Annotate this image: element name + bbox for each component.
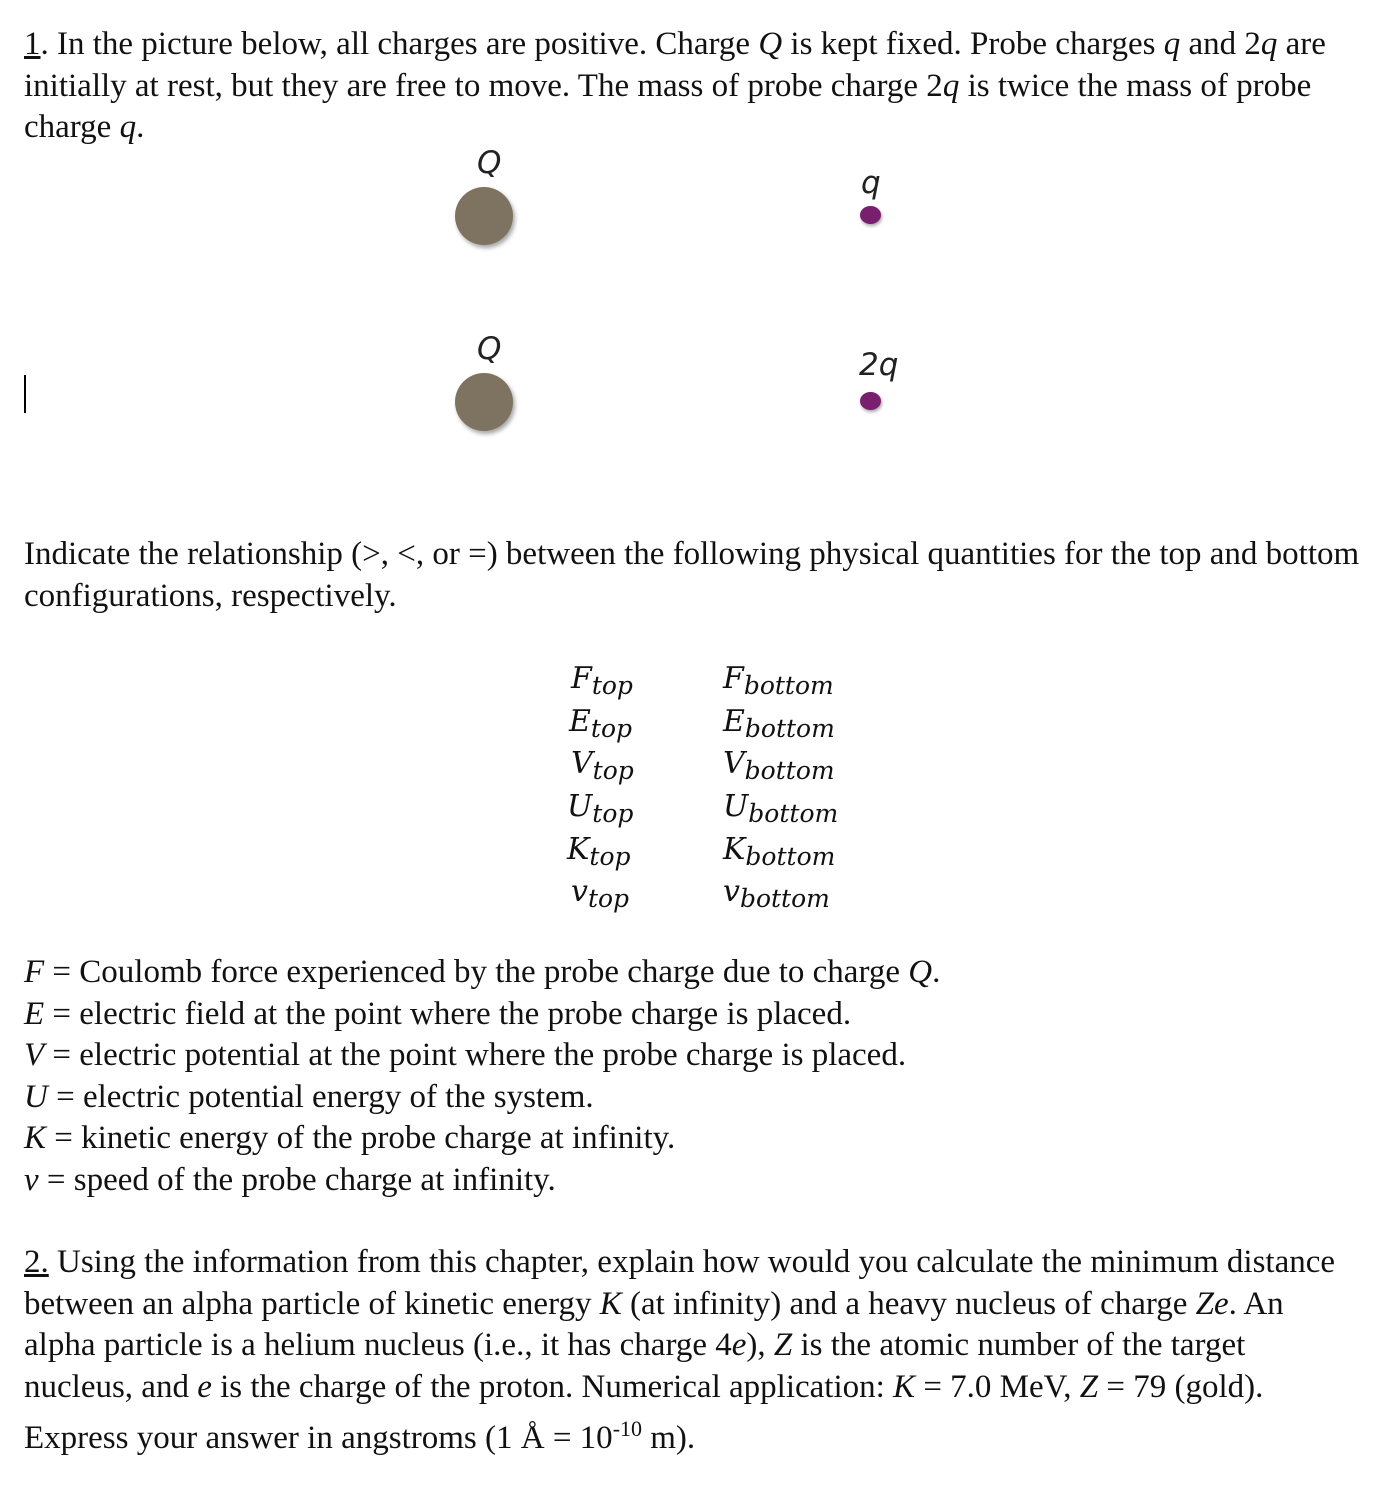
q1-text-d: are initially at rest, but they are free to move. The mass of probe charge 2 <box>24 26 1326 104</box>
qty-F-top: $F_{top}$ <box>571 661 633 700</box>
qty-K-bottom: $K_{bottom}$ <box>723 832 836 871</box>
top-fixed-charge <box>455 187 513 245</box>
bottom-probe-charge <box>860 392 881 410</box>
instruction-text: Indicate the relationship (>, <, or =) between the following physical quantities for the top and bottom configurations, respectively. <box>24 536 1360 614</box>
top-fixed-charge-label: Q <box>477 145 502 181</box>
definition-E: E = electric field at the point where the probe charge is placed. <box>24 995 852 1032</box>
definition-F: F = Coulomb force experienced by the probe charge due to charge Q. <box>24 954 941 990</box>
qty-V-top: $V_{top}$ <box>571 746 634 785</box>
question-1-number: 1 <box>24 26 41 62</box>
q1-text-e: is twice the mass of probe charge <box>24 67 1312 145</box>
q1-symbol-q: q <box>1260 26 1278 62</box>
question-1-text <box>24 24 1369 149</box>
definition-U: U = electric potential energy of the system. <box>24 1078 594 1115</box>
bottom-fixed-charge <box>455 373 513 431</box>
qty-E-top: $E_{top}$ <box>569 704 633 743</box>
text-cursor <box>24 375 26 413</box>
qty-F-bottom: $F_{bottom}$ <box>723 661 834 700</box>
qty-U-top: $U_{top}$ <box>567 789 634 828</box>
qty-V-bottom: $V_{bottom}$ <box>723 746 835 785</box>
definition-v: v = speed of the probe charge at infinity. <box>24 1161 556 1198</box>
q1-symbol-q: q <box>1163 26 1181 62</box>
top-probe-charge-label: q <box>861 165 881 201</box>
q1-text-c: and 2 <box>1180 26 1261 62</box>
q1-symbol-Q: Q <box>758 26 783 62</box>
definitions-list <box>24 952 1364 1201</box>
qty-E-bottom: $E_{bottom}$ <box>723 704 835 743</box>
bottom-fixed-charge-label: Q <box>477 331 502 367</box>
qty-v-top: $v_{top}$ <box>571 874 630 913</box>
question-2-number: 2. <box>24 1244 49 1280</box>
q1-text-b: is kept fixed. Probe charges <box>782 26 1164 62</box>
q1-text-f: . <box>136 109 145 145</box>
definition-V: V = electric potential at the point where the probe charge is placed. <box>24 1037 907 1073</box>
q1-symbol-q: q <box>119 109 137 145</box>
q1-symbol-q: q <box>942 67 960 104</box>
q1-text-a: . In the picture below, all charges are positive. Charge <box>40 26 759 62</box>
qty-U-bottom: $U_{bottom}$ <box>723 789 839 828</box>
qty-v-bottom: $v_{bottom}$ <box>723 874 830 913</box>
top-probe-charge <box>860 206 881 224</box>
qty-K-top: $K_{top}$ <box>567 832 631 871</box>
question-2-text: 2. Using the information from this chapter, explain how would you calculate the minimum distance between an alpha particle of kinetic energy K (at infinity) and a heavy nucleus of charge Ze. An alpha particle is a helium nucleus (i.e., it has charge 4e), Z is the atomic number of the target nucleus, and e is the charge of the proton. Numerical application: K = 7.0 MeV, Z = 79 (gold). Express your answer in angstroms (1 Å = $10^{-10}$ m). <box>24 1244 1336 1456</box>
bottom-probe-charge-label: 2q <box>859 347 899 383</box>
definition-K: K = kinetic energy of the probe charge at infinity. <box>24 1120 676 1156</box>
